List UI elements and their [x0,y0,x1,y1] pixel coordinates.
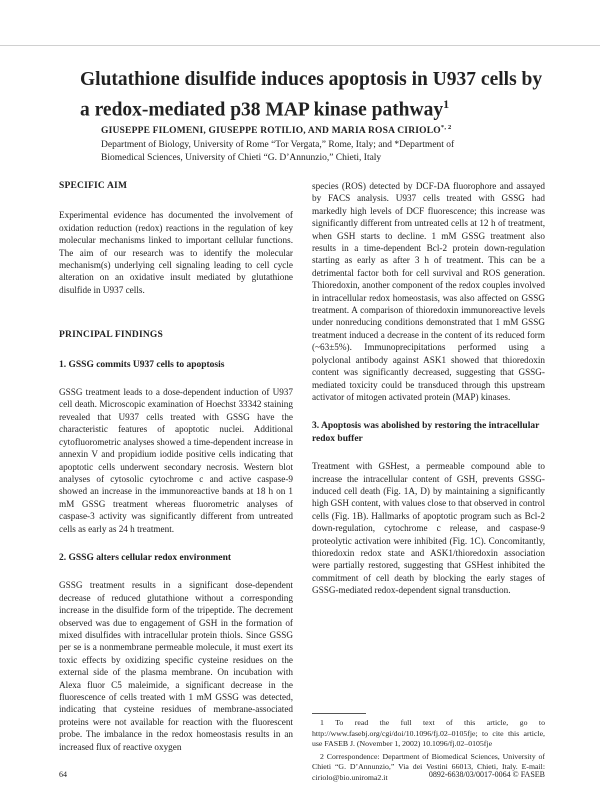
right-column [312,180,545,612]
author-list [101,124,541,136]
finding-2-text: GSSG treatment results in a significant dose-dependent decrease of reduced glutathione without a corresponding increase in the disulfide form of the tripeptide. The decrement observed was due to engagement of GSH in the formation of mixed disulfides with intracellular protein thiols. Since GSSG per se is a nonmembrane permeable molecule, it must exert its toxic effects by oxidizing specific cysteine residues on the external side of the plasma membrane. On incubation with Alexa fluor C5 maleimide, a significant decrease in the fluorescence of cells treated with 1 mM GSSG was detected, indicating that cysteine residues of membrane-associated proteins were not available for reaction with the fluorescent probe. The imbalance in the redox homeostasis results in an increased flux of reactive oxygen [59,580,293,752]
finding-3-heading: 3. Apoptosis was abolished by restoring the intracellular redox buffer [312,421,540,444]
article-title-text: Glutathione disulfide induces apoptosis in U937 cells by a redox-mediated p38 MAP kinase pathway [80,69,543,121]
left-column [59,180,293,768]
finding-1-text: GSSG treatment leads to a dose-dependent induction of U937 cell death. Microscopic examination of Hoechst 33342 staining revealed that U937 cells treated with GSSG have the characteristic features of apoptotic nuclei. Additional cytofluorometric analyses showed a time-dependent increase in annexin V and propidium iodide positive cells indicating that apoptotic cells underwent secondary necrosis. Western blot analyses of cytosolic cytochrome c and active caspase-9 showed an increase in the immunoreactive bands at 18 h on 1 mM GSSG treatment whereas fluorometric analyses of caspase-3 activity was significantly different from untreated cells as early as 24 h treatment. [59,387,293,534]
affiliation-line-2: Biomedical Sciences, University of Chieti “G. D’Annunzio,” Chieti, Italy [101,153,382,163]
finding-2-continued-text: species (ROS) detected by DCF-DA fluorophore and assayed by FACS analysis. U937 cells treated with GSSG had markedly high levels of DCF fluorescence; this increase was significantly different from untreated cells at 12 h of treatment, when GSH starts to decline. 1 mM GSSG treatment also results in a time-dependent Bcl-2 protein down-regulation starting as early as after 3 h of treatment. This can be a detrimental factor both for cell survival and ROS generation. Thioredoxin, another component of the redox couples involved in intracellular redox homeostasis, was also affected on GSSG treatment. A comparison of thioredoxin immunoreactive levels under nonreducing conditions demonstrated that 1 mM GSSG treatment induced a decrease in the content of its reduced form (~63±5%). Immunoprecipitations performed using a polyclonal antibody against ASK1 showed that thioredoxin content was significantly decreased, suggesting that GSSG-mediated toxicity could be transduced through this upstream activator of mitogen activated protein (MAP) kinases. [312,181,545,402]
principal-findings-heading: PRINCIPAL FINDINGS [59,330,163,341]
title-footnote-mark: 1 [443,97,450,111]
top-rule [0,45,600,46]
footnote-1: 1 To read the full text of this article, go to http://www.fasebj.org/cgi/doi/10.1096/fj.02–0105fje; to cite this article, use FASEB J. (November 1, 2002) 10.1096/fj.02–0105fje [312,718,545,749]
affiliations [101,139,546,165]
author-marks: *, 2 [440,124,452,131]
page-number: 64 [59,770,67,779]
article-title [80,68,550,123]
specific-aim-heading: SPECIFIC AIM [59,181,128,191]
finding-2-heading: 2. GSSG alters cellular redox environment [59,552,232,563]
specific-aim-text: Experimental evidence has documented the involvement of oxidation reduction (redox) reactions in the regulation of key molecular mechanisms linked to important cellular functions. The aim of our research was to identify the molecular mechanism(s) underlying cell signaling leading to cell cycle alteration on an oxidative insult mediated by glutathione disulfide in U937 cells. [59,210,293,295]
finding-3-text: Treatment with GSHest, a permeable compound able to increase the intracellular content of GSH, prevents GSSG-induced cell death (Fig. 1A, D) by maintaining a significantly high GSH content, with values close to that observed in control cells (Fig. 1B). Hallmarks of apoptotic program such as Bcl-2 down-regulation, cytochrome c release, and caspase-9 proteolytic activation were inhibited (Fig. 1C). Concomitantly, thioredoxin redox state and ASK1/thioredoxin association were partially restored, suggesting that GSHest inhibited the commitment of cell death by blocking the early stages of GSSG-mediated redox-dependent signal transduction. [312,461,545,596]
journal-info: 0892-6638/03/0017-0064 © FASEB [428,770,545,779]
affiliation-line-1: Department of Biology, University of Rome “Tor Vergata,” Rome, Italy; and *Department of [101,140,455,150]
footnote-rule [312,713,366,714]
footnote-2: 2 Correspondence: Department of Biomedical Sciences, University of Chieti “G. D’Annunzio,” Via dei Vestini 66013, Chieti, Italy. E-mail: ciriolo@bio.uniroma2.it [312,751,545,782]
finding-1-heading: 1. GSSG commits U937 cells to apoptosis [59,359,225,370]
author-names: GIUSEPPE FILOMENI, GIUSEPPE ROTILIO, AND MARIA ROSA CIRIOLO [101,126,441,137]
